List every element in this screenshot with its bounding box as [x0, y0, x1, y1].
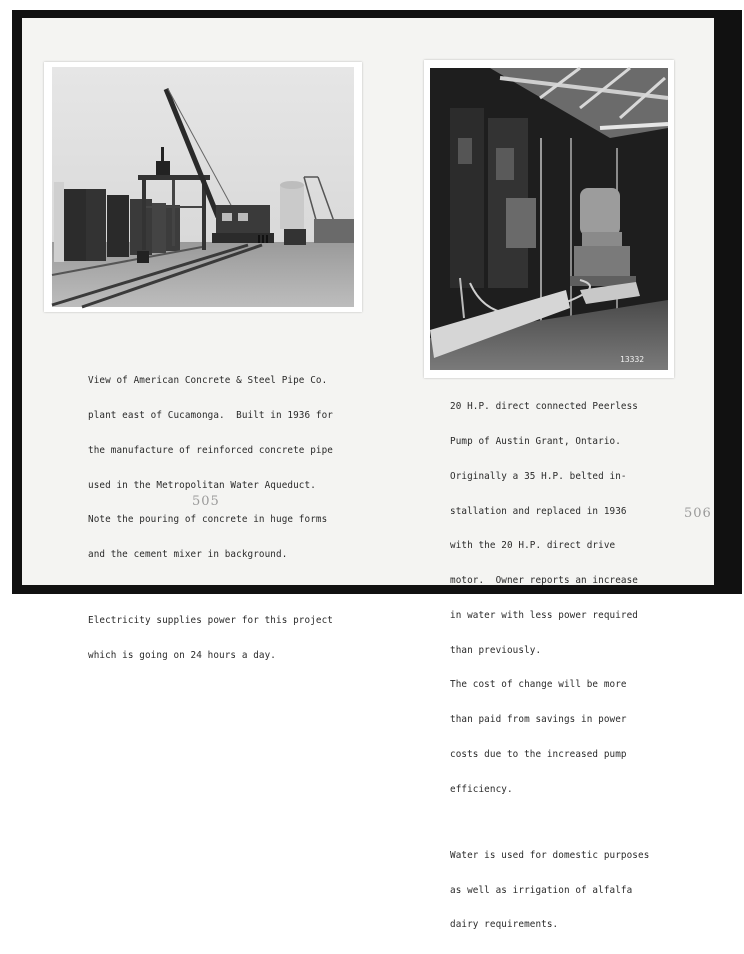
caption-line: Water is used for domestic purposes — [450, 849, 650, 861]
caption-line: Pump of Austin Grant, Ontario. — [450, 435, 621, 447]
caption-line: and the cement mixer in background. — [88, 549, 288, 561]
plant-photo-frame — [44, 62, 362, 312]
caption-line: Originally a 35 H.P. belted in- — [450, 470, 627, 482]
caption-line: Note the pouring of concrete in huge forms — [88, 514, 328, 526]
scan-border-right — [714, 10, 742, 594]
caption-line: which is going on 24 hours a day. — [88, 649, 277, 661]
caption-line: costs due to the increased pump — [450, 749, 627, 760]
caption-line — [88, 584, 333, 592]
pump-caption — [450, 378, 649, 954]
plant-photo — [52, 67, 354, 307]
caption-line: efficiency. — [450, 783, 513, 795]
caption-line: as well as irrigation of alfalfa — [450, 884, 633, 896]
scan-border-top — [12, 10, 742, 18]
caption-line: dairy requirements. — [450, 919, 559, 931]
pump-photo-frame — [424, 60, 674, 378]
caption-line: motor. Owner reports an increase — [450, 575, 639, 587]
page-number-left: 505 — [192, 494, 220, 509]
plant-caption — [88, 352, 333, 685]
caption-line: stallation and replaced in 1936 — [450, 505, 627, 517]
caption-line: plant east of Cucamonga. Built in 1936 for — [88, 409, 333, 421]
scan-border-left — [12, 10, 22, 594]
caption-line: View of American Concrete & Steel Pipe Co. — [88, 375, 328, 387]
caption-line: with the 20 H.P. direct drive — [450, 540, 616, 552]
caption-line: Electricity supplies power for this project — [88, 615, 333, 627]
caption-line: the manufacture of reinforced concrete pipe — [88, 444, 333, 456]
caption-line: in water with less power required — [450, 609, 639, 621]
caption-line: 20 H.P. direct connected Peerless — [450, 401, 639, 413]
caption-line: The cost of change will be more — [450, 679, 627, 691]
caption-line: than paid from savings in power — [450, 714, 627, 726]
pump-photo — [430, 68, 668, 370]
caption-line: used in the Metropolitan Water Aqueduct. — [88, 479, 316, 491]
caption-line: than previously. — [450, 644, 542, 656]
page-number-right: 506 — [684, 506, 712, 521]
caption-line — [450, 819, 649, 827]
photo-negative-number: 13332 — [620, 355, 645, 364]
